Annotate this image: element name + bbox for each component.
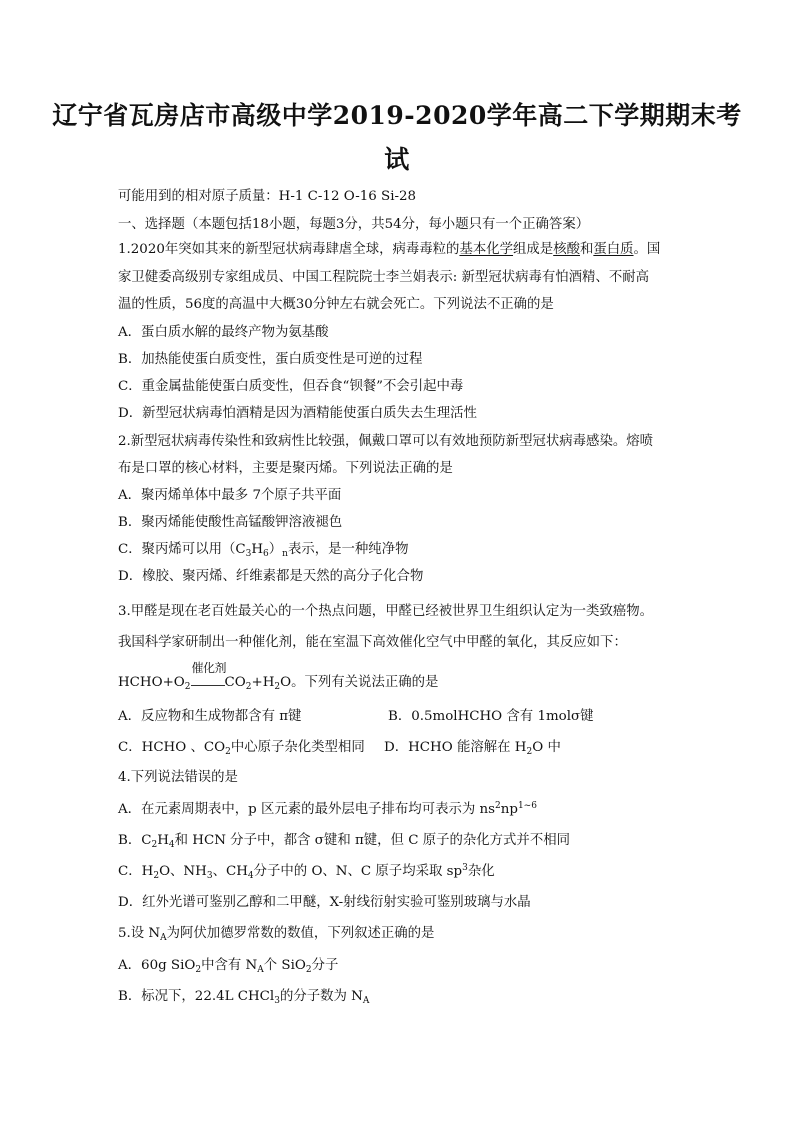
q4-option-c: C．$H_2O$、$NH_3$、$CH_4$分子中的 O、N、C 原子均采取 $sp^3$杂化 [118, 863, 495, 881]
catalyst-arrow: 催化剂 [191, 672, 225, 686]
q1-option-c: C．重金属盐能使蛋白质变性，但吞食“钡餐”不会引起中毒 [118, 379, 464, 394]
q2-stem-line-1: 2.新型冠状病毒传染性和致病性比较强，佩戴口罩可以有效地预防新型冠状病毒感染。熔喷 [118, 434, 654, 449]
document-title-line-2: 试 [384, 145, 410, 174]
q2-option-b: B．聚丙烯能使酸性高锰酸钾溶液褪色 [118, 515, 343, 530]
q3-option-c: C．HCHO 、$CO_2$中心原子杂化类型相同 [118, 740, 365, 757]
q2-option-a: A．聚丙烯单体中最多 7个原子共平面 [118, 488, 342, 503]
q1-stem-line-3: 温的性质，56度的高温中大概30分钟左右就会死亡。下列说法不正确的是 [118, 297, 554, 312]
q3-stem-line-2: 我国科学家研制出一种催化剂，能在室温下高效催化空气中甲醛的氧化，其反应如下： [118, 635, 627, 650]
q4-option-b: B．$C_2H_4$和 HCN 分子中，都含 σ键和 π键，但 C 原子的杂化方式并不相同 [118, 833, 570, 850]
q3-reaction-equation: $HCHO+O_2$ 催化剂 $CO_2+H_2O$。下列有关说法正确的是 [118, 661, 439, 692]
q1-option-a: A．蛋白质水解的最终产物为氨基酸 [118, 325, 329, 340]
q2-option-d: D．橡胶、聚丙烯、纤维素都是天然的高分子化合物 [118, 569, 424, 584]
q1-option-b: B．加热能使蛋白质变性，蛋白质变性是可逆的过程 [118, 352, 423, 367]
q3-option-d: D．HCHO 能溶解在 $H_2O$ 中 [384, 740, 561, 757]
q4-stem: 4.下列说法错误的是 [118, 770, 238, 785]
q4-option-a: A．在元素周期表中，p 区元素的最外层电子排布均可表示为 $ns^2np^{1\sim 6}$ [118, 801, 537, 817]
q3-option-a: A．反应物和生成物都含有 π键 [118, 709, 302, 724]
q5-option-a: A．60g SiO$_2$中含有 $N_A$个 SiO$_2$分子 [118, 958, 339, 975]
q3-stem-line-1: 3.甲醛是现在老百姓最关心的一个热点问题，甲醛已经被世界卫生组织认定为一类致癌物。 [118, 604, 654, 619]
document-title-line-1: 辽宁省瓦房店市高级中学2019-2020学年高二下学期期末考 [52, 101, 742, 130]
section-heading: 一、选择题（本题包括18小题，每题3分，共54分，每小题只有一个正确答案） [118, 217, 590, 232]
q2-stem-line-2: 布是口罩的核心材料，主要是聚丙烯。下列说法正确的是 [118, 461, 453, 476]
q2-option-c: C．聚丙烯可以用$(C_3H_6)_n$表示，是一种纯净物 [118, 542, 409, 559]
q1-stem-line-2: 家卫健委高级别专家组成员、中国工程院院士李兰娟表示: 新型冠状病毒有怕酒精、不耐高 [118, 270, 649, 285]
q3-option-b: B．0.5molHCHO 含有 1molσ键 [388, 709, 594, 724]
q4-option-d: D．红外光谱可鉴别乙醇和二甲醚，X-射线衍射实验可鉴别玻璃与水晶 [118, 895, 531, 910]
q1-option-d: D．新型冠状病毒怕酒精是因为酒精能使蛋白质失去生理活性 [118, 406, 477, 421]
q5-option-b: B．标况下，22.4L CHCl$_3$的分子数为 $N_A$ [118, 989, 370, 1006]
atomic-mass-line: 可能用到的相对原子质量：H-1 C-12 O-16 Si-28 [118, 189, 417, 204]
q5-stem: 5.设 $N_A$为阿伏加德罗常数的数值，下列叙述正确的是 [118, 926, 435, 943]
q1-stem-line-1: 1.2020年突如其来的新型冠状病毒肆虐全球，病毒毒粒的基本化学组成是核酸和蛋白质。国 [118, 242, 661, 257]
